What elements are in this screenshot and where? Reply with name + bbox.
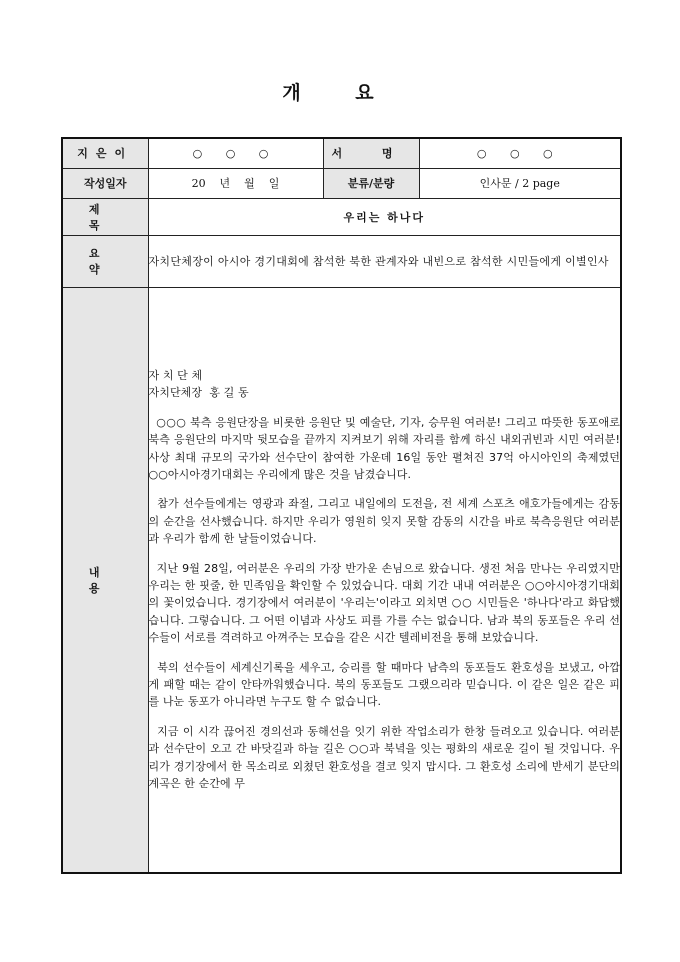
author-value: ○ ○ ○ bbox=[148, 138, 323, 168]
content-signer: 자치단체장 홍 길 동 bbox=[148, 386, 249, 400]
content-paragraph: 북의 선수들이 세계신기록을 세우고, 승리를 할 때마다 남측의 동포들도 환호성을 보냈고, 아깝게 패할 때는 같이 안타까워했습니다. 북의 동포들도 그랬으리라 믿습니다. 이 같은 일은 같은 피를 나눈 동포가 아니라면 누구도 할 수 없습니다. bbox=[148, 660, 620, 709]
document-form-table bbox=[61, 137, 622, 874]
signature-value: ○ ○ ○ bbox=[419, 138, 621, 168]
date-value: 20 년 월 일 bbox=[148, 168, 323, 198]
subject-value: 우리는 하나다 bbox=[148, 198, 621, 235]
content-paragraph: ○○○ 북측 응원단장을 비롯한 응원단 및 예술단, 기자, 승무원 여러분! 그리고 따뜻한 동포애로 북측 응원단의 마지막 뒷모습을 끝까지 지켜보기 위해 자리를 함께 하신 내외귀빈과 시민 여러분! 사상 최대 규모의 국가와 선수단이 참여한 가운데 16일 동안 펼쳐진 37억 아시아인의 축제였던 ○○아시아경기대회는 우리에게 많은 것을 남겼습니다. bbox=[148, 415, 620, 482]
content-org: 자 치 단 체 bbox=[148, 368, 203, 382]
category-label: 분류/분량 bbox=[323, 168, 419, 198]
summary-value: 자치단체장이 아시아 경기대회에 참석한 북한 관계자와 내빈으로 참석한 시민들에게 이별인사 bbox=[148, 235, 621, 287]
content-paragraph: 지난 9월 28일, 여러분은 우리의 가장 반가운 손님으로 왔습니다. 생전 처음 만나는 우리였지만 우리는 한 핏줄, 한 민족임을 확인할 수 있었습니다. 대회 기간 내내 여러분은 ○○아시아경기대회의 꽃이었습니다. 경기장에서 여러분이 '우리는'이라고 외치면 ○○ 시민들은 '하나다'라고 화답했습니다. 그렇습니다. 그 어떤 이념과 사상도 피를 가를 수는 없습니다. 남과 북의 동포들은 우리 선수들이 서로를 격려하고 아껴주는 모습을 같은 시간 텔레비전을 통해 보았습니다. bbox=[148, 561, 620, 645]
content-body bbox=[148, 287, 621, 873]
content-header bbox=[149, 367, 621, 402]
author-label: 지은이 bbox=[62, 138, 148, 168]
category-value: 인사문 / 2 page bbox=[419, 168, 621, 198]
signature-label: 서 명 bbox=[323, 138, 419, 168]
content-label: 내 용 bbox=[62, 287, 148, 873]
content-paragraph: 참가 선수들에게는 영광과 좌절, 그리고 내일에의 도전을, 전 세계 스포츠 애호가들에게는 감동의 순간을 선사했습니다. 하지만 우리가 영원히 잊지 못할 감동의 시간을 바로 북측응원단 여러분과 우리가 함께 한 날들이었습니다. bbox=[148, 497, 620, 546]
page-title: 개 요 bbox=[282, 82, 398, 104]
subject-label: 제 목 bbox=[62, 198, 148, 235]
summary-label: 요 약 bbox=[62, 235, 148, 287]
content-paragraph: 지금 이 시각 끊어진 경의선과 동해선을 잇기 위한 작업소리가 한창 들려오고 있습니다. 여러분과 선수단이 오고 간 바닷길과 하늘 길은 ○○과 북녘을 잇는 평화의 새로운 길이 될 것입니다. 우리가 경기장에서 한 목소리로 외쳤던 환호성을 결코 잊지 맙시다. 그 환호성 소리에 반세기 분단의 계곡은 한 순간에 무 bbox=[148, 724, 620, 791]
date-label: 작성일자 bbox=[62, 168, 148, 198]
